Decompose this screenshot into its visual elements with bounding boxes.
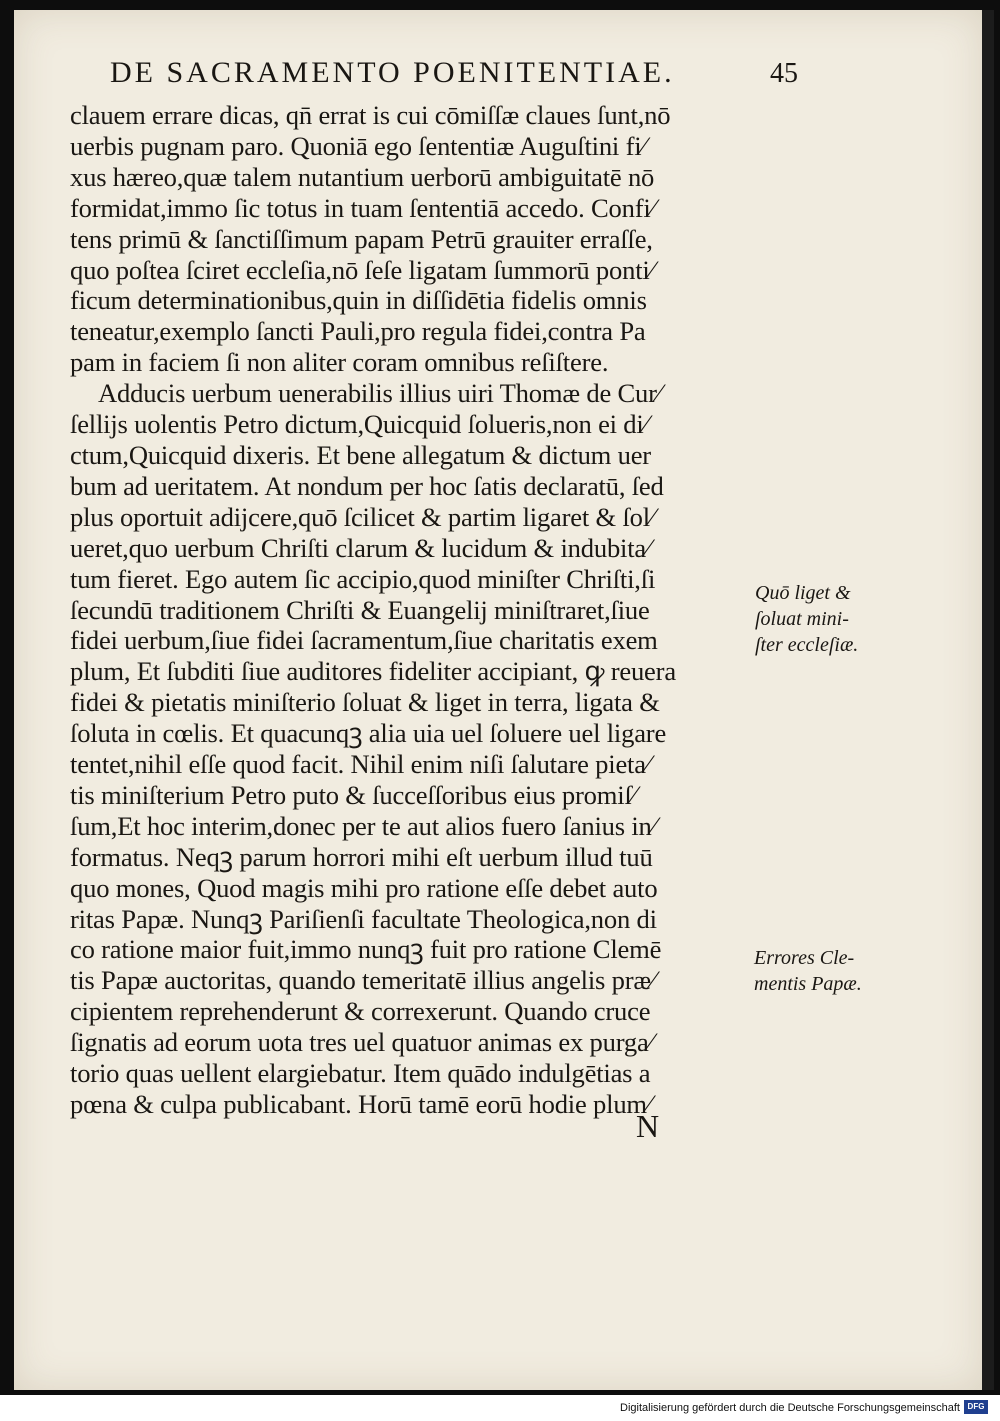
text-line: torio quas uellent elargiebatur. Item quādo indulgētias a <box>70 1058 651 1089</box>
text-line: uerbis pugnam paro. Quoniā ego ſententiæ Auguſtini fi⁄ <box>70 130 646 161</box>
text-line: ueret,quo uerbum Chriſti clarum & lucidum & indubita⁄ <box>70 532 651 563</box>
text-line: fidei & pietatis miniſterio ſoluat & liget in terra, ligata & <box>70 687 660 718</box>
signature-mark: N <box>636 1108 660 1144</box>
text-line: tis miniſterium Petro puto & ſucceſſoribus eius promiſ⁄ <box>70 779 636 810</box>
text-line: Adducis uerbum uenerabilis illius uiri Thomæ de Cur⁄ <box>98 378 662 409</box>
text-line: fidei uerbum,ſiue fidei ſacramentum,ſiue charitatis exem <box>70 625 658 656</box>
text-line: co ratione maior fuit,immo nunqꝫ fuit pro ratione Clemē <box>70 934 662 965</box>
dfg-logo: DFG <box>964 1400 988 1414</box>
marginal-note-line: mentis Papæ. <box>754 973 862 995</box>
marginal-note <box>754 945 862 997</box>
text-line: tentet,nihil eſſe quod facit. Nihil enim niſi ſalutare pieta⁄ <box>70 749 651 780</box>
text-line: ſoluta in cœlis. Et quacunqꝫ alia uia uel ſoluere uel ligare <box>70 718 667 749</box>
marginal-note-line: Errores Cle- <box>754 947 855 969</box>
text-line: tis Papæ auctoritas, quando temeritatē illius angelis præ⁄ <box>70 965 656 996</box>
text-line: plus oportuit adijcere,quō ſcilicet & partim ligaret & ſol⁄ <box>70 501 655 532</box>
text-line: ficum determinationibus,quin in diſſidētia fidelis omnis <box>70 285 647 316</box>
digitization-credit: Digitalisierung gefördert durch die Deutsche Forschungsgemeinschaft <box>620 1402 960 1414</box>
marginal-note <box>755 580 858 658</box>
page-number: 45 <box>770 58 798 89</box>
text-line: xus hæreo,quæ talem nutantium uerborū ambiguitatē nō <box>70 161 655 192</box>
text-line: ſellijs uolentis Petro dictum,Quicquid ſolueris,non ei di⁄ <box>70 409 648 440</box>
text-line: plum, Et ſubditi ſiue auditores fideliter accipiant, ꝙ reuera <box>70 656 676 687</box>
marginal-note-line: ſoluat mini- <box>755 608 849 630</box>
text-line: teneatur,exemplo ſancti Pauli,pro regula fidei,contra Pa <box>70 316 646 347</box>
text-line: ſignatis ad eorum uota tres uel quatuor animas ex purga⁄ <box>70 1027 653 1058</box>
text-line: tens primū & ſanctiſſimum papam Petrū grauiter erraſſe, <box>70 223 653 254</box>
text-line: ritas Papæ. Nunqꝫ Pariſienſi facultate Theologica,non di <box>70 903 657 934</box>
text-line: cipientem reprehenderunt & correxerunt. Quando cruce <box>70 996 651 1027</box>
text-line: pam in faciem ſi non aliter coram omnibus reſiſtere. <box>70 347 609 378</box>
text-line: bum ad ueritatem. At nondum per hoc ſatis declaratū, ſed <box>70 470 664 501</box>
text-line: formidat,immo ſic totus in tuam ſententiā accedo. Confi⁄ <box>70 192 655 223</box>
text-line: tum fieret. Ego autem ſic accipio,quod miniſter Chriſti,ſi <box>70 563 656 594</box>
marginal-note-line: Quō liget & <box>755 582 851 604</box>
text-line: ſum,Et hoc interim,donec per te aut alios fuero ſanius in⁄ <box>70 810 656 841</box>
marginal-note-line: ſter eccleſiæ. <box>755 634 859 656</box>
text-line: ctum,Quicquid dixeris. Et bene allegatum & dictum uer <box>70 439 651 470</box>
text-line: quo poſtea ſciret eccleſia,nō ſeſe ligatam ſummorū ponti⁄ <box>70 254 654 285</box>
running-title: DE SACRAMENTO POENITENTIAE. <box>110 56 675 89</box>
text-line: clauem errare dicas, qn̄ errat is cui cōmiſſæ claues ſunt,nō <box>70 100 671 130</box>
text-line: pœna & culpa publicabant. Horū tamē eorū hodie plum⁄ <box>70 1089 652 1119</box>
text-line: formatus. Neqꝫ parum horrori mihi eſt uerbum illud tuū <box>70 841 653 872</box>
page-edge-shadow <box>982 10 994 1390</box>
body-text-block <box>70 100 770 1120</box>
text-line: ſecundū traditionem Chriſti & Euangelij miniſtraret,ſiue <box>70 594 650 625</box>
text-line: quo mones, Quod magis mihi pro ratione eſſe debet auto <box>70 872 658 903</box>
